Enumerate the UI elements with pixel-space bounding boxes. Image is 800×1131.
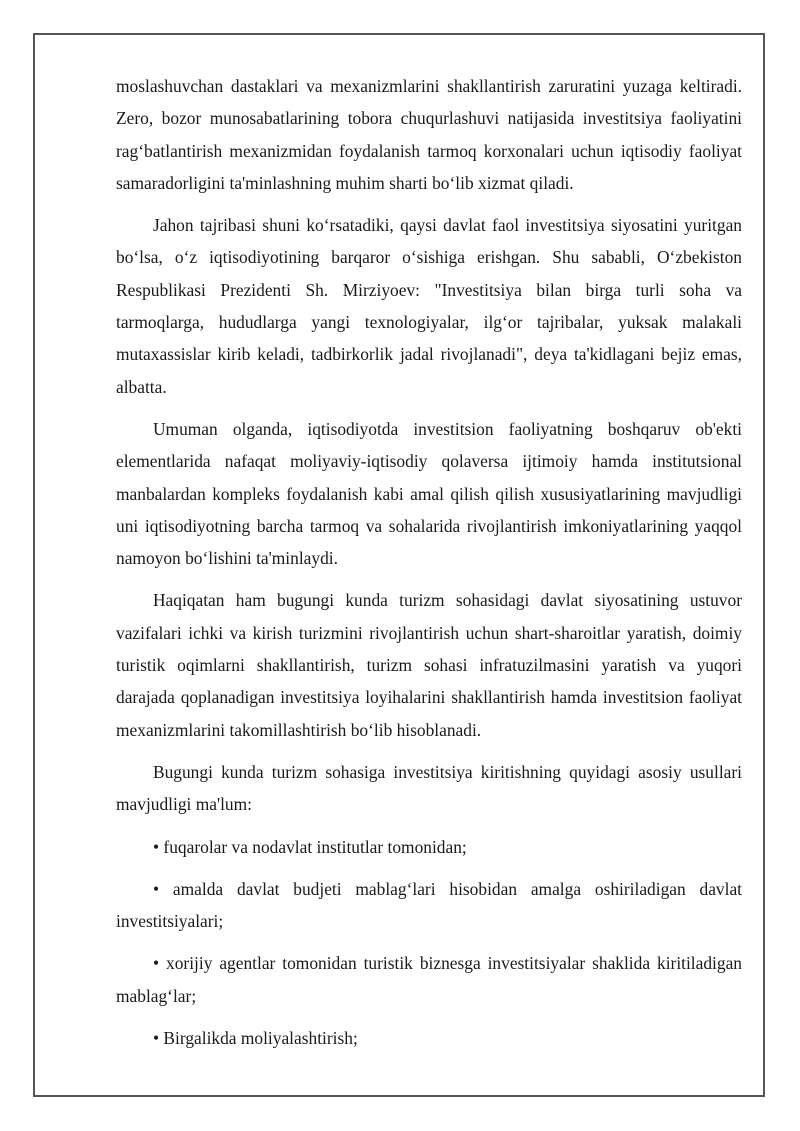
paragraph-investment-activity: Umuman olganda, iqtisodiyotda investitsion faoliyatning boshqaruv ob'ekti elementlarida nafaqat moliyaviy-iqtisodiy qolaversa ijtimoiy hamda institutsional manbalardan kompleks foydalanish kabi amal qilish qilish xususiyatlarining mavjudligi uni iqtisodiyotning barcha tarmoq va sohalarida rivojlantirish imkoniyatlarining yaqqol namoyon bo‘lishini ta'minlaydi.	[116, 418, 742, 569]
list-item: • fuqarolar va nodavlat institutlar tomonidan;	[153, 836, 467, 857]
paragraph-continuation: moslashuvchan dastaklari va mexanizmlarini shakllantirish zaruratini yuzaga keltiradi. Zero, bozor munosabatlarining tobora chuqurlashuvi natijasida investitsiya faoliyatini rag‘batlantirish mexanizmidan foydalanish tarmoq korxonalari uchun iqtisodiy faoliyat samaradorligini ta'minlashning muhim sharti bo‘lib xizmat qiladi.	[116, 76, 742, 193]
list-item: • amalda davlat budjeti mablag‘lari hisobidan amalga oshiriladigan davlat investitsiyalari;	[116, 878, 742, 932]
paragraph-tourism-policy: Haqiqatan ham bugungi kunda turizm sohasidagi davlat siyosatining ustuvor vazifalari ichki va kirish turizmini rivojlantirish uchun shart-sharoitlar yaratish, doimiy turistik oqimlarni shakllantirish, turizm sohasi infratuzilmasini yaratish va yuqori darajada qoplanadigan investitsiya loyihalarini shakllantirish hamda investitsion faoliyat mexanizmlarini takomillashtirish bo‘lib hisoblanadi.	[116, 590, 742, 740]
list-item: • xorijiy agentlar tomonidan turistik biznesga investitsiyalar shaklida kiritiladigan mablag‘lar;	[116, 953, 742, 1006]
paragraph-investment-methods: Bugungi kunda turizm sohasiga investitsiya kiritishning quyidagi asosiy usullari mavjudligi ma'lum:	[116, 761, 742, 815]
list-item: • Birgalikda moliyalashtirish;	[153, 1028, 358, 1049]
document-body	[116, 70, 742, 1064]
paragraph-world-experience: Jahon tajribasi shuni ko‘rsatadiki, qaysi davlat faol investitsiya siyosatini yuritgan bo‘lsa, o‘z iqtisodiyotining barqaror o‘sishiga erishgan. Shu sababli, O‘zbekiston Respublikasi Prezidenti Sh. Mirziyoev: "Investitsiya bilan birga turli soha va tarmoqlarga, hududlarga yangi texnologiyalar, ilg‘or tajribalar, yuksak malakali mutaxassislar kirib keladi, tadbirkorlik jadal rivojlanadi", deya ta'kidlagani bejiz emas, albatta.	[116, 215, 742, 397]
